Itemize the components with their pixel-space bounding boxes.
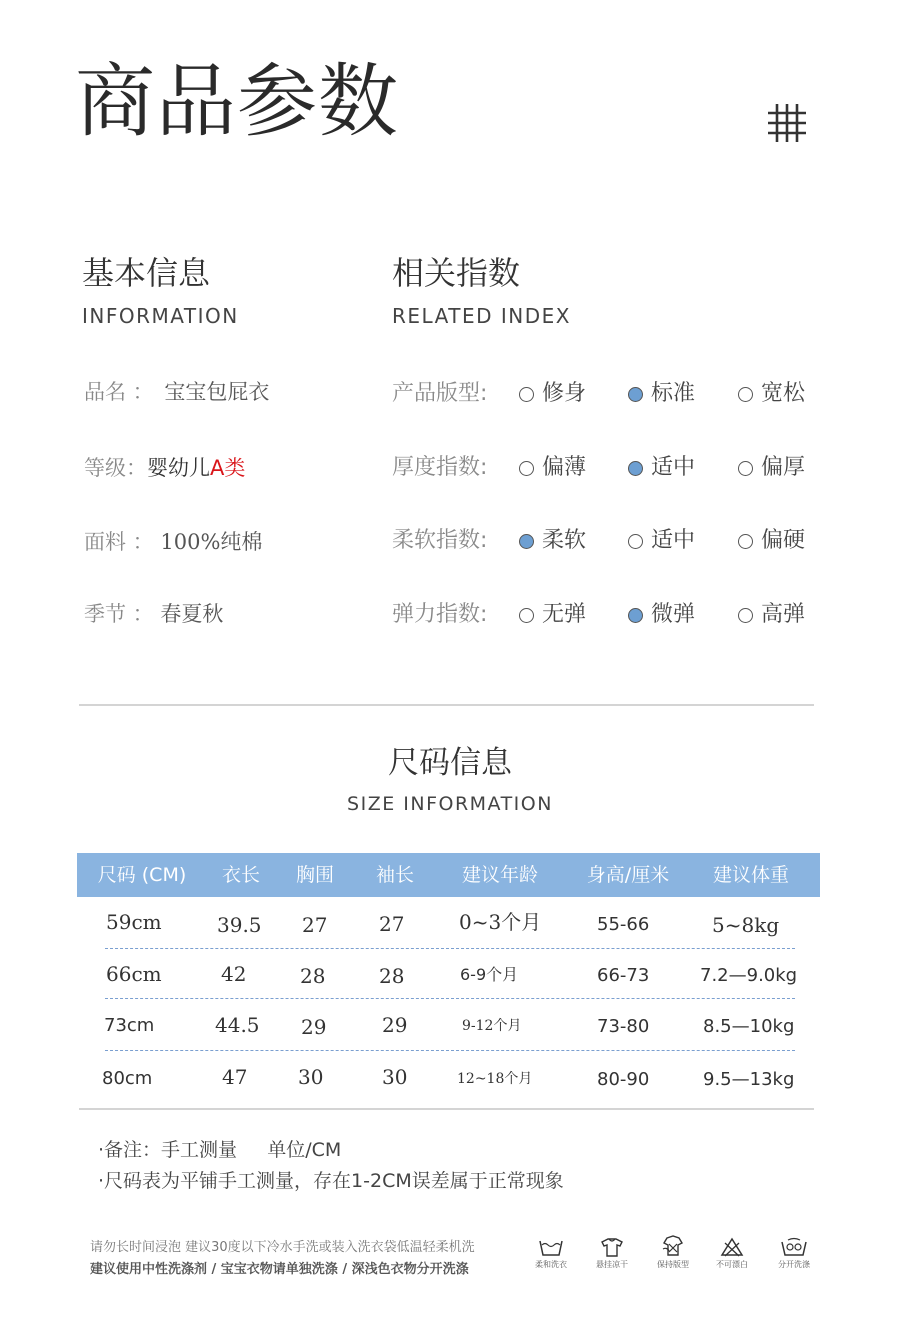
season-value: 春夏秋 bbox=[160, 602, 224, 626]
table-cell: 28 bbox=[300, 964, 326, 988]
related-index-heading: 相关指数 bbox=[392, 254, 521, 292]
table-row bbox=[0, 912, 900, 938]
index-row-label: 柔软指数: bbox=[392, 528, 488, 553]
basic-info-subheading: INFORMATION bbox=[82, 304, 239, 328]
care-item-label: 不可漂白 bbox=[716, 1260, 748, 1269]
index-row bbox=[0, 383, 900, 409]
basic-info-heading: 基本信息 bbox=[82, 254, 211, 292]
no-bleach-icon bbox=[720, 1237, 744, 1257]
hash-grid-icon bbox=[768, 104, 806, 142]
index-row bbox=[0, 604, 900, 630]
table-cell: 66-73 bbox=[597, 965, 650, 986]
table-row bbox=[0, 1015, 900, 1041]
table-cell: 42 bbox=[221, 962, 247, 986]
table-cell: 27 bbox=[302, 913, 328, 937]
row-divider bbox=[105, 1050, 795, 1051]
table-cell: 29 bbox=[382, 1013, 408, 1037]
size-header-cell: 建议体重 bbox=[712, 864, 789, 886]
index-option bbox=[628, 383, 695, 405]
index-row bbox=[0, 530, 900, 556]
index-option bbox=[628, 604, 695, 626]
care-instructions-line1: 请勿长时间浸泡 建议30度以下冷水手洗或装入洗衣袋低温轻柔机洗 bbox=[90, 1240, 475, 1255]
washtub-icon bbox=[539, 1237, 563, 1257]
row-divider bbox=[105, 998, 795, 999]
index-option-label: 偏薄 bbox=[542, 455, 587, 480]
index-option bbox=[628, 530, 695, 552]
table-cell: 27 bbox=[379, 912, 405, 936]
radio-dot-icon bbox=[738, 387, 753, 402]
index-option bbox=[519, 604, 586, 626]
product-name-label: 品名 ： bbox=[84, 380, 154, 404]
index-row-label: 产品版型: bbox=[392, 381, 488, 406]
index-option bbox=[738, 457, 805, 479]
note-tolerance: ·尺码表为平铺手工测量，存在1-2CM误差属于正常现象 bbox=[98, 1170, 564, 1192]
row-divider bbox=[105, 948, 795, 949]
table-row bbox=[0, 1067, 900, 1093]
size-header-cell: 衣长 bbox=[221, 864, 260, 886]
index-option-label: 适中 bbox=[651, 455, 696, 480]
product-name-value: 宝宝包屁衣 bbox=[164, 380, 270, 404]
care-item bbox=[709, 1237, 755, 1269]
table-cell: 28 bbox=[379, 964, 405, 988]
table-cell: 73-80 bbox=[597, 1016, 650, 1037]
care-item-label: 悬挂凉干 bbox=[596, 1260, 628, 1269]
index-option bbox=[738, 604, 805, 626]
table-cell: 80cm bbox=[102, 1068, 153, 1089]
table-cell: 5~8kg bbox=[712, 913, 780, 937]
fabric-value: 100%纯棉 bbox=[160, 530, 263, 554]
table-cell: 30 bbox=[298, 1065, 324, 1089]
radio-dot-icon bbox=[738, 461, 753, 476]
grade-value: 婴幼儿 bbox=[147, 456, 210, 480]
table-cell: 44.5 bbox=[215, 1013, 260, 1037]
table-bottom-divider bbox=[79, 1108, 814, 1110]
index-option bbox=[519, 383, 586, 405]
size-info-subheading: SIZE INFORMATION bbox=[347, 793, 553, 815]
grade-highlight: A类 bbox=[210, 456, 246, 480]
index-option-label: 偏厚 bbox=[761, 455, 806, 480]
size-header-cell: 身高/厘米 bbox=[586, 864, 670, 886]
table-cell: 12~18个月 bbox=[457, 1071, 533, 1087]
size-header-cell: 袖长 bbox=[375, 864, 414, 886]
index-option-label: 标准 bbox=[651, 381, 696, 406]
index-option-label: 柔软 bbox=[542, 528, 587, 553]
radio-dot-icon bbox=[628, 608, 643, 623]
table-cell: 8.5—10kg bbox=[703, 1016, 795, 1037]
note-measurement: ·备注：手工测量 单位/CM bbox=[98, 1139, 342, 1161]
radio-dot-icon bbox=[738, 608, 753, 623]
table-cell: 80-90 bbox=[597, 1069, 650, 1090]
related-index-subheading: RELATED INDEX bbox=[392, 304, 571, 328]
care-item bbox=[589, 1237, 635, 1269]
table-row bbox=[0, 964, 900, 990]
index-option-label: 微弹 bbox=[651, 602, 696, 627]
table-cell: 9-12个月 bbox=[462, 1018, 522, 1034]
index-option bbox=[519, 530, 586, 552]
index-option-label: 高弹 bbox=[761, 602, 806, 627]
index-row-label: 厚度指数: bbox=[392, 455, 488, 480]
care-item-label: 柔和洗衣 bbox=[535, 1260, 567, 1269]
table-cell: 39.5 bbox=[217, 913, 262, 937]
index-option bbox=[519, 457, 586, 479]
hang-dry-icon bbox=[600, 1237, 624, 1257]
table-cell: 30 bbox=[382, 1065, 408, 1089]
table-cell: 55-66 bbox=[597, 914, 650, 935]
index-option-label: 适中 bbox=[651, 528, 696, 553]
radio-dot-icon bbox=[628, 387, 643, 402]
index-row bbox=[0, 457, 900, 483]
care-item-label: 分开洗涤 bbox=[778, 1260, 810, 1269]
care-item bbox=[528, 1237, 574, 1269]
index-option bbox=[738, 383, 805, 405]
size-header-cell: 胸围 bbox=[295, 864, 334, 886]
table-cell: 6-9个月 bbox=[460, 965, 519, 984]
care-instructions-line2: 建议使用中性洗涤剂 / 宝宝衣物请单独洗涤 / 深浅色衣物分开洗涤 bbox=[90, 1262, 469, 1277]
table-cell: 0~3个月 bbox=[459, 910, 542, 934]
page-title: 商品参数 bbox=[75, 55, 399, 148]
care-item-label: 保持版型 bbox=[657, 1260, 689, 1269]
section-divider bbox=[79, 704, 814, 706]
index-option-label: 宽松 bbox=[761, 381, 806, 406]
size-header-cell: 建议年龄 bbox=[461, 864, 538, 886]
index-option bbox=[628, 457, 695, 479]
table-cell: 7.2—9.0kg bbox=[700, 965, 798, 986]
table-cell: 47 bbox=[222, 1065, 248, 1089]
radio-dot-icon bbox=[519, 534, 534, 549]
table-cell: 73cm bbox=[104, 1015, 155, 1036]
radio-dot-icon bbox=[628, 534, 643, 549]
care-item bbox=[771, 1237, 817, 1269]
table-cell: 9.5—13kg bbox=[703, 1069, 795, 1090]
table-cell: 59cm bbox=[106, 910, 162, 934]
radio-dot-icon bbox=[628, 461, 643, 476]
season-label: 季节 ： bbox=[84, 602, 154, 626]
table-cell: 66cm bbox=[106, 962, 162, 986]
index-row-label: 弹力指数: bbox=[392, 602, 488, 627]
radio-dot-icon bbox=[519, 461, 534, 476]
grade-label: 等级： bbox=[84, 456, 147, 480]
keep-shape-icon bbox=[661, 1235, 685, 1257]
index-option-label: 无弹 bbox=[542, 602, 587, 627]
care-item bbox=[650, 1235, 696, 1269]
index-option bbox=[738, 530, 805, 552]
separate-wash-icon bbox=[781, 1237, 807, 1257]
radio-dot-icon bbox=[738, 534, 753, 549]
radio-dot-icon bbox=[519, 387, 534, 402]
size-info-heading: 尺码信息 bbox=[388, 745, 512, 781]
table-cell: 29 bbox=[301, 1015, 327, 1039]
radio-dot-icon bbox=[519, 608, 534, 623]
index-option-label: 修身 bbox=[542, 381, 587, 406]
size-header-cell: 尺码 (CM) bbox=[97, 864, 187, 886]
fabric-label: 面料 ： bbox=[84, 530, 154, 554]
index-option-label: 偏硬 bbox=[761, 528, 806, 553]
size-table-header bbox=[77, 853, 820, 897]
